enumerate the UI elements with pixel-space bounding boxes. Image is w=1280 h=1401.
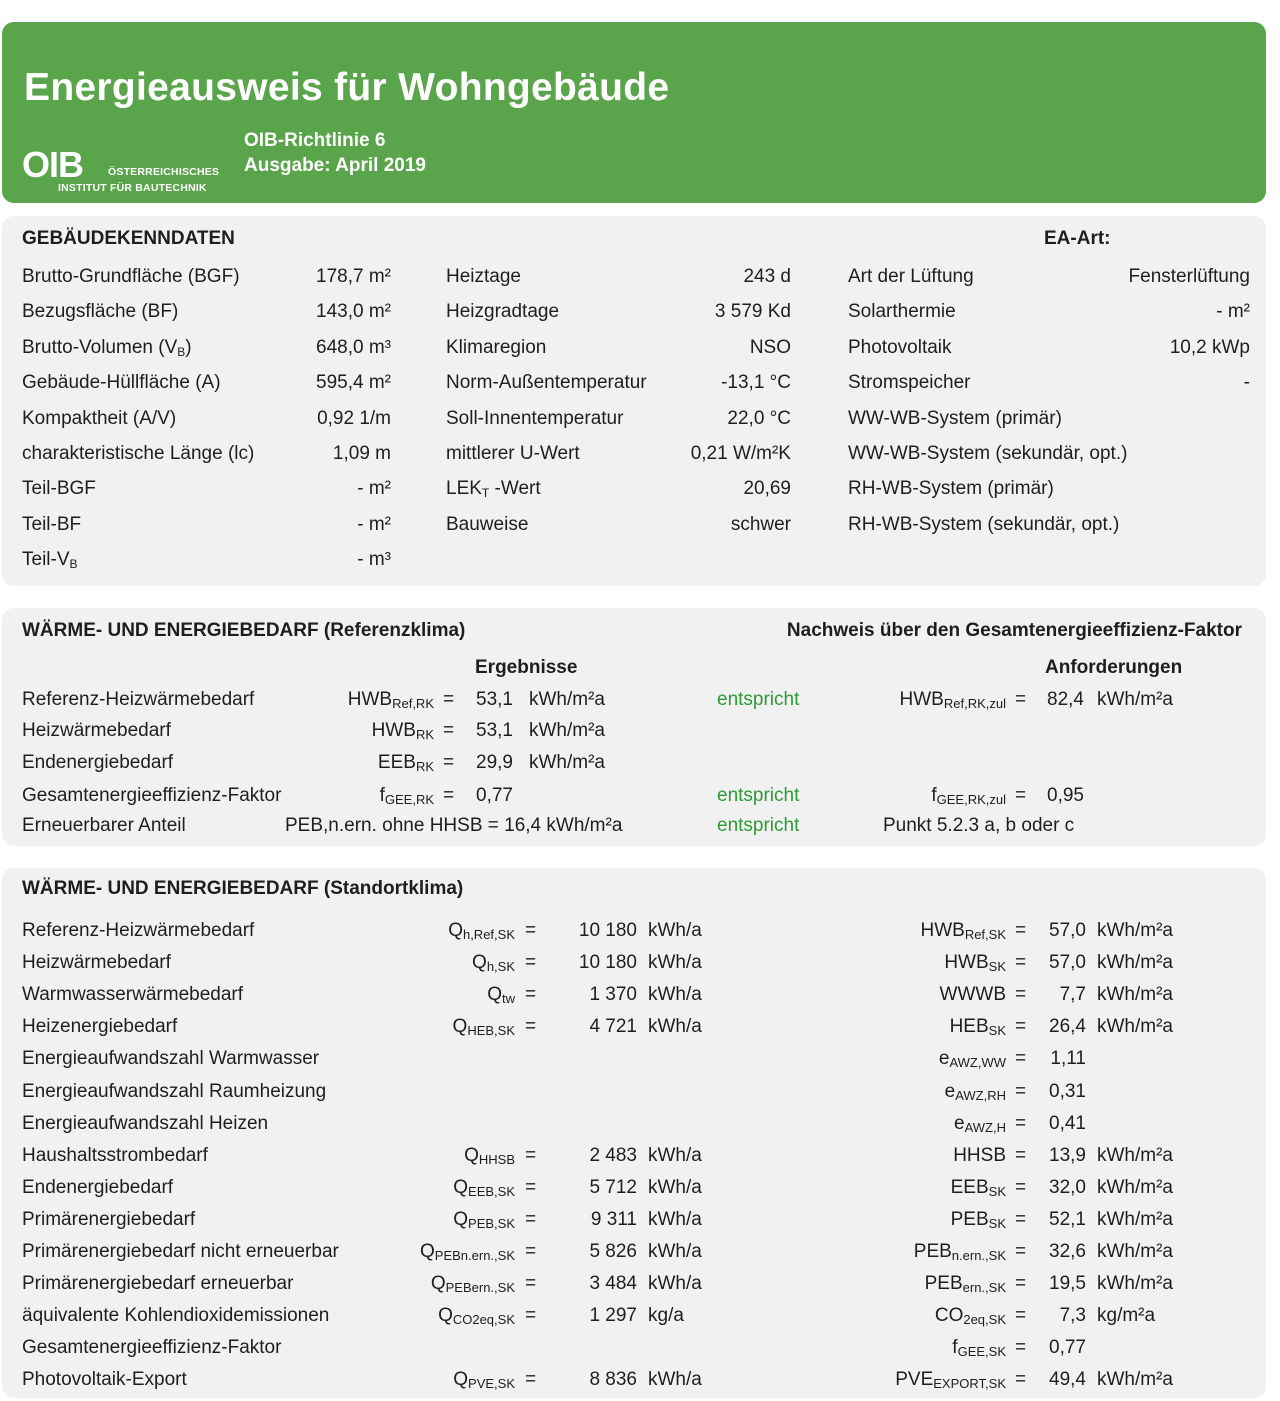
header-banner: [2, 22, 1266, 203]
equals-sign: =: [1015, 952, 1027, 973]
specific-symbol-sub: SK: [988, 1184, 1006, 1199]
climate-value: 243 d: [743, 266, 791, 287]
specific-unit: kWh/m²a: [1097, 984, 1173, 1005]
specific-symbol-main: f: [952, 1337, 958, 1358]
requirements-column-heading: Anforderungen: [1045, 657, 1183, 678]
climate-label: Klimaregion: [446, 336, 547, 358]
system-value: - m²: [1216, 301, 1250, 323]
equals-sign: =: [525, 1369, 537, 1390]
q-value: 2 483: [589, 1145, 637, 1166]
specific-symbol-sub: SK: [988, 1023, 1006, 1038]
specific-symbol-sub: AWZ,RH: [955, 1088, 1006, 1103]
renewable-text: PEB,n.ern. ohne HHSB = 16,4 kWh/m²a: [285, 815, 623, 836]
q-symbol: [472, 952, 515, 978]
specific-symbol-main: PEB: [924, 1273, 963, 1294]
equals-sign: =: [525, 1273, 537, 1294]
site-label: Haushaltsstrombedarf: [22, 1145, 208, 1166]
specific-symbol-main: EEB: [950, 1177, 989, 1198]
specific-symbol: [920, 920, 1006, 946]
system-value: 10,2 kWp: [1169, 336, 1250, 358]
reference-symbol: [380, 785, 434, 811]
specific-symbol: [925, 1273, 1006, 1299]
climate-value: -13,1 °C: [721, 372, 791, 394]
q-symbol: [431, 1273, 515, 1299]
specific-symbol-main: HWB: [944, 952, 989, 973]
climate-label: Bauweise: [446, 513, 529, 535]
site-label: äquivalente Kohlendioxidemissionen: [22, 1305, 330, 1326]
system-label: RH-WB-System (sekundär, opt.): [848, 513, 1120, 535]
system-label: Photovoltaik: [848, 336, 952, 358]
reference-symbol-main: HWB: [371, 720, 416, 741]
specific-symbol-sub: SK: [988, 1216, 1006, 1231]
equals-sign: =: [443, 689, 455, 710]
building-label: Bezugsfläche (BF): [22, 301, 179, 323]
q-unit: kWh/a: [648, 984, 702, 1005]
reference-symbol: [378, 752, 434, 778]
climate-label: mittlerer U-Wert: [446, 443, 580, 464]
system-label: Art der Lüftung: [848, 266, 974, 287]
equals-sign: =: [525, 1241, 537, 1262]
climate-value: NSO: [749, 336, 791, 358]
reference-unit: kWh/m²a: [529, 720, 605, 741]
system-value: Fensterlüftung: [1128, 266, 1250, 287]
equals-sign: =: [1015, 689, 1027, 710]
specific-value: 0,31: [1049, 1081, 1086, 1102]
q-symbol: [453, 1177, 515, 1203]
equals-sign: =: [1015, 1113, 1027, 1134]
climate-label: Heizgradtage: [446, 301, 560, 323]
specific-symbol-sub: AWZ,WW: [949, 1055, 1006, 1070]
specific-symbol-main: HHSB: [953, 1145, 1006, 1166]
q-symbol-main: Q: [448, 920, 463, 941]
results-column-heading: Ergebnisse: [475, 657, 578, 678]
q-value: 5 826: [589, 1241, 637, 1262]
specific-symbol-main: PEB: [913, 1241, 952, 1262]
q-unit: kWh/a: [648, 1016, 702, 1037]
equals-sign: =: [525, 1305, 537, 1326]
requirement-value: 82,4: [1047, 689, 1084, 710]
reference-label: Heizwärmebedarf: [22, 720, 171, 741]
specific-symbol: [914, 1241, 1006, 1267]
q-symbol-sub: PEBn.ern.,SK: [434, 1248, 515, 1263]
q-value: 8 836: [589, 1369, 637, 1390]
specific-symbol-main: PEB: [950, 1209, 989, 1230]
q-symbol: [464, 1145, 515, 1171]
building-label: Brutto-Grundfläche (BGF): [22, 266, 240, 287]
requirement-symbol-sub: GEE,RK,zul: [936, 792, 1006, 807]
q-symbol-main: Q: [453, 1177, 469, 1198]
q-symbol-main: Q: [452, 1016, 468, 1037]
reference-value: 53,1: [476, 720, 513, 741]
equals-sign: =: [1015, 1177, 1027, 1198]
specific-unit: kWh/m²a: [1097, 1145, 1173, 1166]
reference-symbol-sub: GEE,RK: [384, 792, 434, 807]
requirement-symbol-main: HWB: [899, 689, 944, 710]
site-label: Heizwärmebedarf: [22, 952, 171, 973]
q-symbol-main: Q: [453, 1369, 469, 1390]
q-symbol: [453, 1016, 515, 1042]
requirement-symbol: [900, 689, 1006, 715]
q-unit: kWh/a: [648, 920, 702, 941]
reference-symbol-sub: RK: [415, 727, 434, 742]
q-symbol: [448, 920, 515, 946]
building-value: 648,0 m³: [316, 336, 391, 358]
reference-unit: kWh/m²a: [529, 752, 605, 773]
reference-symbol-main: HWB: [347, 689, 393, 710]
renewable-label: Erneuerbarer Anteil: [22, 815, 186, 836]
site-label: Photovoltaik-Export: [22, 1369, 187, 1390]
q-symbol-sub: EEB,SK: [468, 1184, 515, 1199]
system-label: RH-WB-System (primär): [848, 478, 1054, 500]
q-symbol: [487, 984, 515, 1010]
system-label: WW-WB-System (sekundär, opt.): [848, 443, 1128, 464]
q-symbol-sub: CO2eq,SK: [452, 1312, 515, 1327]
specific-value: 26,4: [1049, 1016, 1086, 1037]
q-value: 5 712: [589, 1177, 637, 1198]
specific-symbol-main: WWWB: [939, 984, 1006, 1005]
q-value: 9 311: [590, 1209, 637, 1230]
equals-sign: =: [1015, 920, 1027, 941]
ea-art-label: EA-Art:: [1044, 228, 1111, 249]
specific-symbol: [954, 1113, 1006, 1139]
building-value: 595,4 m²: [316, 372, 391, 394]
specific-unit: kWh/m²a: [1097, 1177, 1173, 1198]
specific-symbol: [940, 984, 1006, 1010]
equals-sign: =: [1015, 1016, 1027, 1037]
building-value: - m²: [357, 478, 391, 500]
site-label: Primärenergiebedarf: [22, 1209, 196, 1230]
reference-symbol: [372, 720, 434, 746]
building-value: 143,0 m²: [316, 301, 391, 323]
site-heading: WÄRME- UND ENERGIEBEDARF (Standortklima): [22, 878, 464, 899]
specific-symbol-sub: GEE,SK: [957, 1344, 1006, 1359]
building-label: Teil-BGF: [22, 478, 96, 500]
reference-heading-right: Nachweis über den Gesamtenergieeffizienz-Faktor: [786, 620, 1242, 641]
q-value: 1 297: [589, 1305, 637, 1326]
site-label: Endenergiebedarf: [22, 1177, 174, 1198]
specific-symbol-main: e: [938, 1048, 950, 1069]
specific-symbol-main: HEB: [949, 1016, 989, 1037]
specific-symbol: [951, 1209, 1006, 1235]
q-value: 10 180: [578, 920, 637, 941]
climate-label: Norm-Außentemperatur: [446, 372, 647, 394]
reference-value: 0,77: [476, 785, 513, 806]
specific-unit: kWh/m²a: [1097, 1273, 1173, 1294]
specific-symbol-main: e: [944, 1081, 956, 1102]
specific-unit: kWh/m²a: [1097, 952, 1173, 973]
q-value: 10 180: [578, 952, 637, 973]
guideline-label: OIB-Richtlinie 6: [244, 130, 386, 151]
specific-symbol-sub: ern.,SK: [962, 1280, 1006, 1295]
q-unit: kWh/a: [648, 1273, 702, 1294]
q-symbol-sub: HHSB: [478, 1152, 515, 1167]
equals-sign: =: [1015, 785, 1027, 806]
q-symbol-main: Q: [453, 1209, 469, 1230]
reference-label: Endenergiebedarf: [22, 752, 174, 773]
specific-symbol-sub: AWZ,H: [964, 1120, 1006, 1135]
specific-unit: kg/m²a: [1097, 1305, 1156, 1326]
specific-unit: kWh/m²a: [1097, 1241, 1173, 1262]
q-symbol-sub: h,SK: [486, 959, 515, 974]
building-label: Kompaktheit (A/V): [22, 407, 177, 429]
specific-unit: kWh/m²a: [1097, 1209, 1173, 1230]
specific-symbol: [935, 1305, 1006, 1331]
oib-logo-icon: OIB: [22, 144, 84, 185]
specific-unit: kWh/m²a: [1097, 920, 1173, 941]
q-symbol-main: Q: [472, 952, 487, 973]
climate-label: Soll-Innentemperatur: [446, 407, 624, 429]
reference-label: Gesamtenergieeffizienz-Faktor: [22, 785, 282, 806]
label-sub: T: [481, 486, 490, 501]
specific-symbol: [952, 1337, 1006, 1363]
q-symbol-sub: PVE,SK: [468, 1376, 515, 1391]
equals-sign: =: [1015, 1209, 1027, 1230]
reference-symbol-sub: Ref,RK: [392, 696, 434, 711]
specific-symbol-sub: n.ern.,SK: [951, 1248, 1006, 1263]
specific-symbol: [939, 1048, 1006, 1074]
q-symbol-main: Q: [438, 1305, 453, 1326]
equals-sign: =: [1015, 1048, 1027, 1069]
site-label: Warmwasserwärmebedarf: [22, 984, 244, 1005]
building-label: [22, 549, 78, 575]
building-value: - m³: [357, 549, 391, 571]
site-label: Heizenergiebedarf: [22, 1016, 178, 1037]
q-value: 4 721: [589, 1016, 637, 1037]
q-unit: kWh/a: [648, 1177, 702, 1198]
specific-value: 52,1: [1049, 1209, 1086, 1230]
reference-symbol-sub: RK: [415, 759, 434, 774]
q-value: 3 484: [589, 1273, 637, 1294]
system-value: -: [1243, 372, 1250, 394]
reference-symbol-main: EEB: [377, 752, 416, 773]
label-main: LEK: [446, 478, 482, 500]
requirement-symbol: [931, 785, 1006, 811]
specific-value: 19,5: [1049, 1273, 1086, 1294]
specific-value: 1,11: [1050, 1048, 1086, 1069]
reference-value: 53,1: [476, 689, 513, 710]
specific-symbol: [950, 1016, 1006, 1042]
q-unit: kWh/a: [648, 1209, 702, 1230]
equals-sign: =: [525, 1177, 537, 1198]
building-label: charakteristische Länge (lc): [22, 443, 255, 464]
label-main: Teil-V: [22, 549, 70, 571]
q-value: 1 370: [589, 984, 637, 1005]
system-label: Stromspeicher: [848, 372, 971, 394]
specific-unit: kWh/m²a: [1097, 1016, 1173, 1037]
climate-value: 0,21 W/m²K: [690, 443, 791, 464]
specific-value: 57,0: [1049, 920, 1086, 941]
q-unit: kWh/a: [648, 1241, 702, 1262]
reference-unit: kWh/m²a: [529, 689, 605, 710]
equals-sign: =: [1015, 1305, 1027, 1326]
building-value: 178,7 m²: [316, 266, 391, 287]
q-symbol: [438, 1305, 515, 1331]
q-symbol: [420, 1241, 515, 1267]
site-label: Primärenergiebedarf erneuerbar: [22, 1273, 294, 1294]
reference-symbol-main: f: [379, 785, 385, 806]
equals-sign: =: [1015, 1241, 1027, 1262]
q-unit: kWh/a: [648, 1369, 702, 1390]
building-label: Gebäude-Hüllfläche (A): [22, 372, 221, 394]
reference-label: Referenz-Heizwärmebedarf: [22, 689, 255, 710]
climate-value: schwer: [730, 513, 791, 535]
site-label: Referenz-Heizwärmebedarf: [22, 920, 255, 941]
equals-sign: =: [1015, 1337, 1027, 1358]
equals-sign: =: [525, 1209, 537, 1230]
specific-symbol: [945, 1081, 1006, 1107]
climate-value: 20,69: [743, 478, 791, 500]
system-label: Solarthermie: [848, 301, 956, 323]
specific-value: 0,41: [1049, 1113, 1086, 1134]
specific-value: 7,7: [1059, 984, 1086, 1005]
specific-symbol: [895, 1369, 1006, 1395]
q-symbol-main: Q: [464, 1145, 479, 1166]
equals-sign: =: [1015, 1273, 1027, 1294]
label-end: ): [185, 336, 192, 358]
label-end: -Wert: [489, 478, 541, 500]
q-unit: kWh/a: [648, 952, 702, 973]
equals-sign: =: [525, 920, 537, 941]
building-label: [22, 337, 192, 363]
q-unit: kg/a: [648, 1305, 684, 1326]
reference-symbol: [348, 689, 434, 715]
q-symbol-main: Q: [420, 1241, 435, 1262]
site-label: Primärenergiebedarf nicht erneuerbar: [22, 1241, 339, 1262]
equals-sign: =: [525, 984, 537, 1005]
building-value: - m²: [357, 513, 391, 535]
specific-symbol: [951, 1177, 1006, 1203]
status-badge: entspricht: [717, 815, 800, 836]
equals-sign: =: [1015, 1369, 1027, 1390]
logo-line-2: INSTITUT FÜR BAUTECHNIK: [58, 182, 207, 194]
system-label: WW-WB-System (primär): [848, 407, 1062, 429]
reference-heading: WÄRME- UND ENERGIEBEDARF (Referenzklima): [22, 620, 466, 641]
building-label: Teil-BF: [22, 513, 82, 535]
q-symbol-sub: tw: [502, 991, 515, 1006]
q-symbol-sub: HEB,SK: [467, 1023, 515, 1038]
equals-sign: =: [1015, 984, 1027, 1005]
specific-value: 7,3: [1059, 1305, 1086, 1326]
specific-symbol-main: e: [954, 1113, 965, 1134]
reference-climate-panel: [2, 608, 1266, 846]
specific-symbol-main: HWB: [920, 920, 965, 941]
q-symbol-sub: PEBern.,SK: [445, 1280, 515, 1295]
specific-symbol: [953, 1145, 1006, 1171]
specific-unit: kWh/m²a: [1097, 1369, 1173, 1390]
equals-sign: =: [525, 1016, 537, 1037]
requirement-value: 0,95: [1047, 785, 1084, 806]
status-badge: entspricht: [717, 689, 800, 710]
specific-value: 32,6: [1049, 1241, 1086, 1262]
equals-sign: =: [525, 952, 537, 973]
logo-line-1: ÖSTERREICHISCHES: [108, 166, 220, 178]
q-symbol-main: Q: [430, 1273, 446, 1294]
equals-sign: =: [1015, 1081, 1027, 1102]
specific-value: 0,77: [1049, 1337, 1086, 1358]
equals-sign: =: [1015, 1145, 1027, 1166]
equals-sign: =: [443, 720, 455, 741]
q-symbol-sub: h,Ref,SK: [462, 927, 515, 942]
q-unit: kWh/a: [648, 1145, 702, 1166]
specific-symbol-sub: SK: [988, 959, 1006, 974]
label-sub: B: [69, 557, 78, 572]
specific-symbol-sub: EXPORT,SK: [933, 1376, 1006, 1391]
renewable-requirement: Punkt 5.2.3 a, b oder c: [883, 815, 1075, 836]
requirement-unit: kWh/m²a: [1097, 689, 1173, 710]
building-heading: GEBÄUDEKENNDATEN: [22, 228, 235, 249]
q-symbol: [453, 1209, 515, 1235]
equals-sign: =: [525, 1145, 537, 1166]
edition-label: Ausgabe: April 2019: [244, 155, 426, 176]
climate-label: Heiztage: [446, 266, 521, 287]
q-symbol-sub: PEB,SK: [468, 1216, 515, 1231]
climate-value: 22,0 °C: [727, 407, 791, 429]
label-sub: B: [177, 344, 186, 359]
specific-value: 57,0: [1049, 952, 1086, 973]
specific-symbol-main: PVE: [895, 1369, 934, 1390]
status-badge: entspricht: [717, 785, 800, 806]
site-label: Gesamtenergieeffizienz-Faktor: [22, 1337, 282, 1358]
specific-value: 49,4: [1049, 1369, 1086, 1390]
q-symbol-main: Q: [487, 984, 502, 1005]
building-value: 0,92 1/m: [317, 407, 391, 429]
specific-symbol-sub: Ref,SK: [964, 927, 1006, 942]
q-symbol: [453, 1369, 515, 1395]
page-title: Energieausweis für Wohngebäude: [24, 66, 670, 109]
specific-value: 32,0: [1049, 1177, 1086, 1198]
site-label: Energieaufwandszahl Heizen: [22, 1113, 269, 1134]
reference-value: 29,9: [476, 752, 513, 773]
specific-symbol-main: CO: [934, 1305, 964, 1326]
requirement-symbol-sub: Ref,RK,zul: [943, 696, 1006, 711]
site-label: Energieaufwandszahl Warmwasser: [22, 1048, 320, 1069]
equals-sign: =: [443, 785, 455, 806]
label-main: Brutto-Volumen (V: [22, 336, 178, 358]
climate-label: [446, 478, 541, 504]
building-value: 1,09 m: [332, 443, 391, 464]
specific-symbol: [944, 952, 1006, 978]
climate-value: 3 579 Kd: [714, 301, 791, 323]
equals-sign: =: [443, 752, 455, 773]
requirement-symbol-main: f: [931, 785, 937, 806]
specific-value: 13,9: [1049, 1145, 1086, 1166]
site-label: Energieaufwandszahl Raumheizung: [22, 1081, 327, 1102]
specific-symbol-sub: 2eq,SK: [963, 1312, 1006, 1327]
